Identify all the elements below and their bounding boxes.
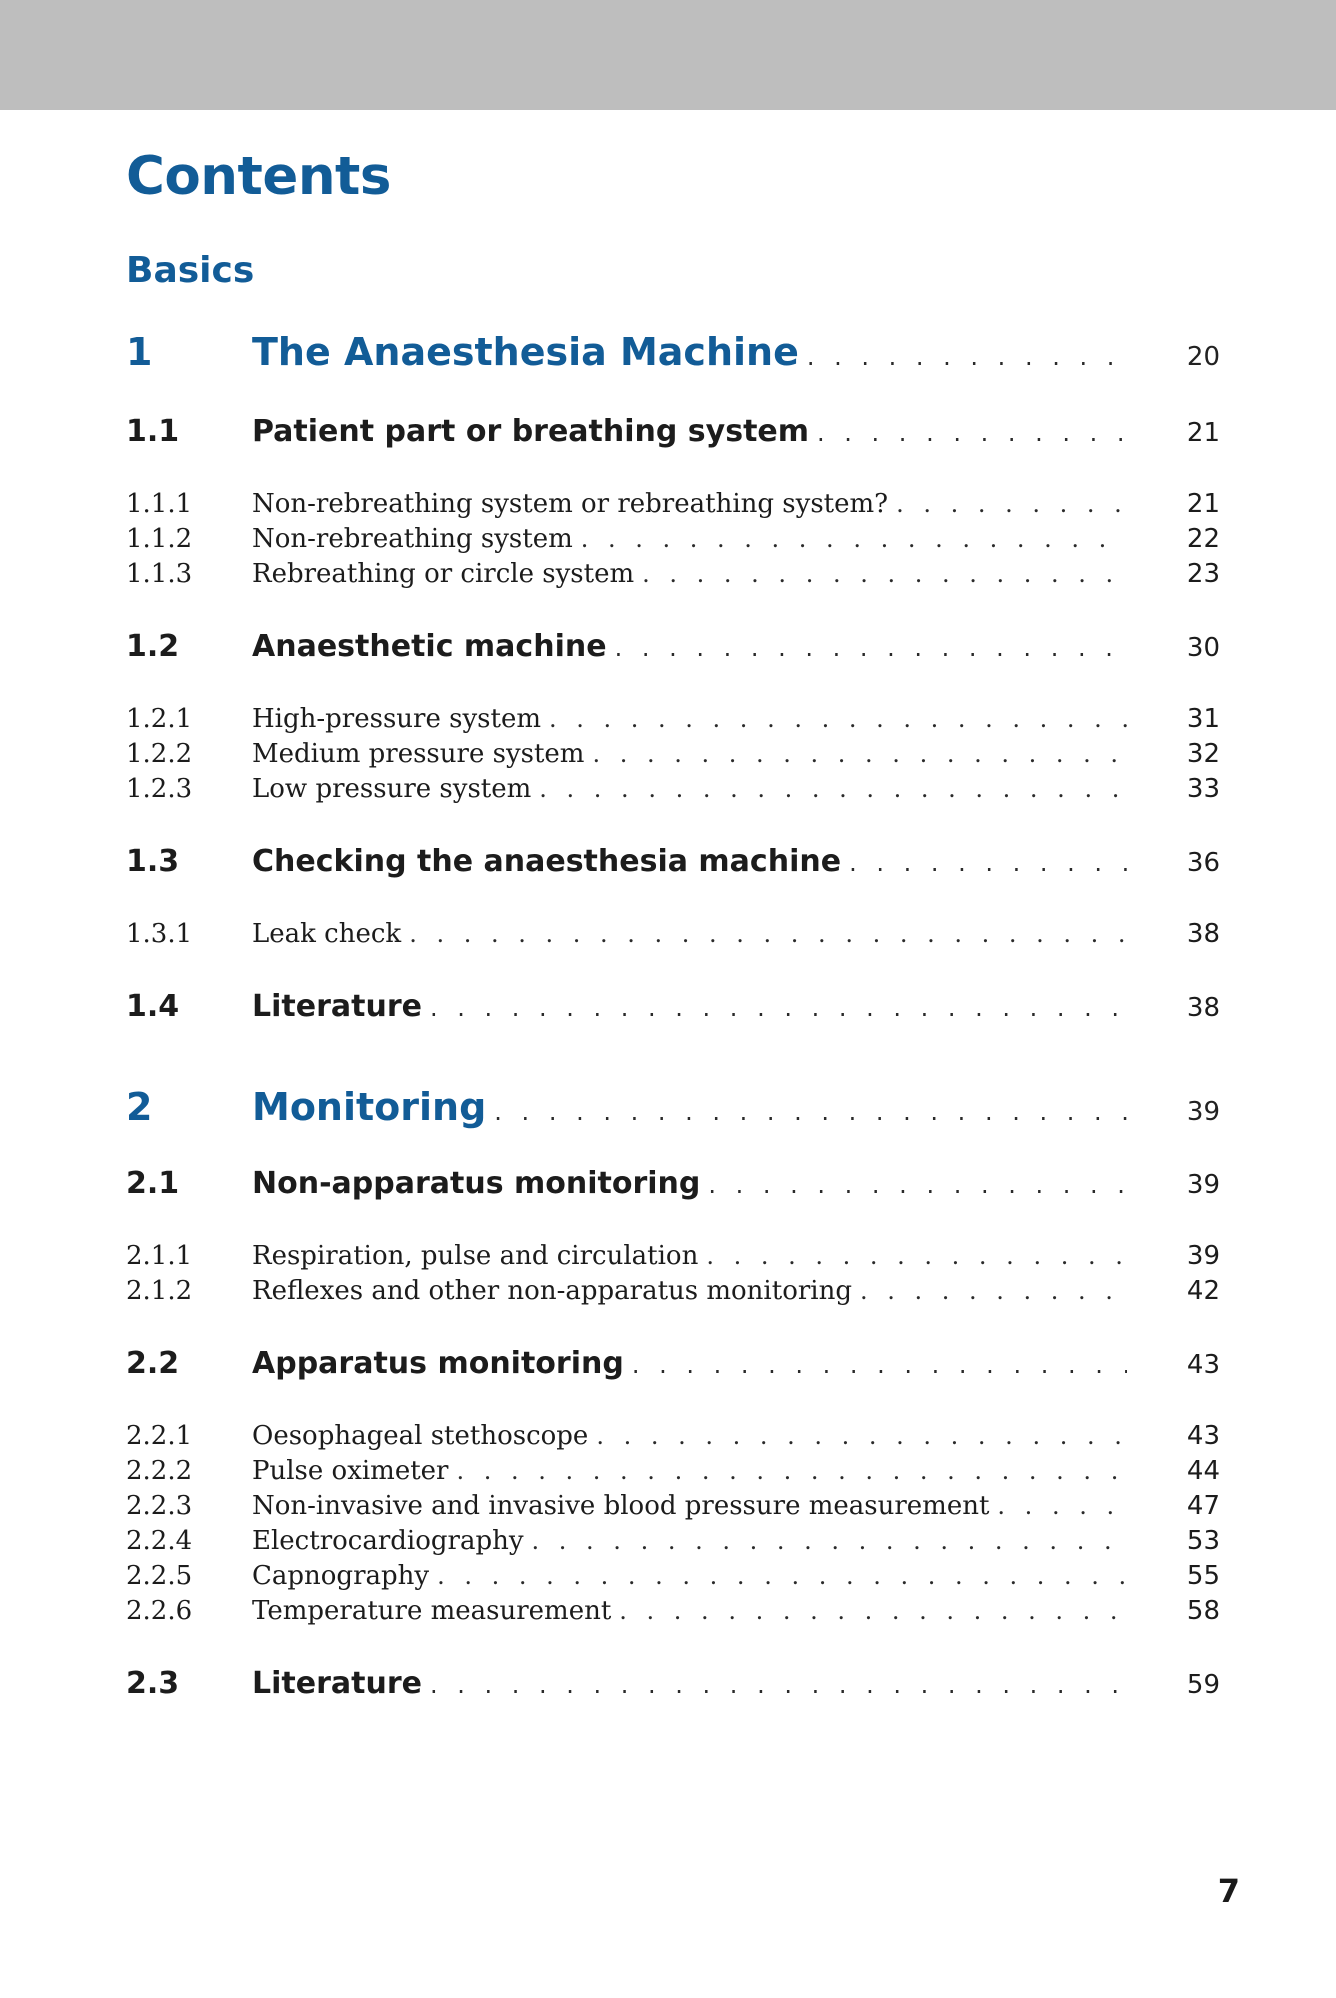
entry-number: 1.2.2 <box>126 739 193 769</box>
entry-number: 2.2.3 <box>126 1491 193 1521</box>
entry-page: 32 <box>1186 739 1220 769</box>
entry-page: 21 <box>1186 489 1220 519</box>
entry-number: 2.2.6 <box>126 1596 193 1626</box>
entry-title: Literature <box>252 989 422 1024</box>
entry-title: Temperature measurement <box>252 1596 612 1626</box>
dot-leader <box>429 1562 1127 1590</box>
entry-title: Anaesthetic machine <box>252 629 607 664</box>
dot-leader <box>584 740 1127 768</box>
entry-number: 1.2.1 <box>126 704 193 734</box>
entry-title: Patient part or breathing system <box>252 414 810 449</box>
entry-number: 1.1.3 <box>126 559 193 589</box>
dot-leader <box>422 1671 1127 1699</box>
entry-title: Electrocardiography <box>252 1526 524 1556</box>
dot-leader <box>573 525 1127 553</box>
entry-number: 2.1.1 <box>126 1241 193 1271</box>
entry-number: 1.3.1 <box>126 919 193 949</box>
entry-page: 43 <box>1186 1421 1220 1451</box>
entry-page: 23 <box>1186 559 1220 589</box>
entry-number: 1.4 <box>126 989 180 1024</box>
entry-page: 33 <box>1186 774 1220 804</box>
dot-leader <box>799 343 1127 371</box>
dot-leader <box>989 1492 1127 1520</box>
dot-leader <box>624 1351 1127 1379</box>
dot-leader <box>531 775 1127 803</box>
entry-title: Non-invasive and invasive blood pressure measurement <box>252 1491 990 1521</box>
entry-number: 1.1 <box>126 414 180 449</box>
entry-page: 42 <box>1186 1276 1220 1306</box>
dot-leader <box>607 634 1127 662</box>
entry-number: 1.1.2 <box>126 524 193 554</box>
entry-title: Monitoring <box>252 1085 487 1129</box>
entry-page: 55 <box>1186 1561 1220 1591</box>
part-title: Basics <box>126 250 255 291</box>
entry-page: 47 <box>1186 1491 1220 1521</box>
entry-number: 1.1.1 <box>126 489 193 519</box>
entry-number: 1.3 <box>126 844 180 879</box>
entry-page: 30 <box>1186 633 1220 663</box>
entry-title: Literature <box>252 1666 422 1701</box>
dot-leader <box>888 490 1127 518</box>
entry-page: 58 <box>1186 1596 1220 1626</box>
entry-number: 2.2.4 <box>126 1526 193 1556</box>
entry-page: 31 <box>1186 704 1220 734</box>
entry-number: 2.3 <box>126 1666 180 1701</box>
entry-title: The Anaesthesia Machine <box>252 330 799 374</box>
entry-number: 1.2 <box>126 629 180 664</box>
entry-page: 39 <box>1186 1170 1220 1200</box>
entry-page: 36 <box>1186 848 1220 878</box>
entry-number: 2 <box>126 1085 153 1129</box>
entry-page: 53 <box>1186 1526 1220 1556</box>
dot-leader <box>588 1422 1127 1450</box>
entry-page: 39 <box>1186 1241 1220 1271</box>
entry-title: Respiration, pulse and circulation <box>252 1241 699 1271</box>
entry-page: 44 <box>1186 1456 1220 1486</box>
entry-number: 2.2.1 <box>126 1421 193 1451</box>
entry-title: Medium pressure system <box>252 739 585 769</box>
entry-title: Low pressure system <box>252 774 532 804</box>
dot-leader <box>541 705 1127 733</box>
entry-title: Leak check <box>252 919 402 949</box>
entry-number: 1 <box>126 330 153 374</box>
entry-number: 2.2.2 <box>126 1456 193 1486</box>
entry-number: 2.1 <box>126 1166 180 1201</box>
entry-number: 2.1.2 <box>126 1276 193 1306</box>
entry-title: Reflexes and other non-apparatus monitoring <box>252 1276 852 1306</box>
page-number: 7 <box>1217 1872 1240 1910</box>
entry-page: 20 <box>1186 342 1220 372</box>
entry-title: Non-rebreathing system <box>252 524 573 554</box>
entry-page: 43 <box>1186 1350 1220 1380</box>
dot-leader <box>486 1098 1127 1126</box>
dot-leader <box>852 1277 1127 1305</box>
entry-title: Apparatus monitoring <box>252 1346 624 1381</box>
entry-number: 2.2.5 <box>126 1561 193 1591</box>
entry-title: Oesophageal stethoscope <box>252 1421 589 1451</box>
page-title: Contents <box>126 146 391 207</box>
entry-title: High-pressure system <box>252 704 541 734</box>
dot-leader <box>700 1171 1127 1199</box>
entry-number: 2.2 <box>126 1346 180 1381</box>
dot-leader <box>698 1242 1127 1270</box>
dot-leader <box>449 1457 1128 1485</box>
dot-leader <box>401 920 1127 948</box>
dot-leader <box>634 560 1127 588</box>
entry-title: Rebreathing or circle system <box>252 559 635 589</box>
entry-page: 38 <box>1186 993 1220 1023</box>
entry-title: Pulse oximeter <box>252 1456 449 1486</box>
dot-leader <box>611 1597 1127 1625</box>
entry-title: Checking the anaesthesia machine <box>252 844 842 879</box>
entry-title: Capnography <box>252 1561 430 1591</box>
entry-title: Non-rebreathing system or rebreathing system? <box>252 489 889 519</box>
entry-page: 38 <box>1186 919 1220 949</box>
entry-page: 22 <box>1186 524 1220 554</box>
entry-number: 1.2.3 <box>126 774 193 804</box>
entry-page: 39 <box>1186 1097 1220 1127</box>
dot-leader <box>809 419 1127 447</box>
dot-leader <box>422 994 1127 1022</box>
dot-leader <box>841 849 1127 877</box>
entry-page: 21 <box>1186 418 1220 448</box>
entry-title: Non-apparatus monitoring <box>252 1166 701 1201</box>
entry-page: 59 <box>1186 1670 1220 1700</box>
dot-leader <box>524 1527 1127 1555</box>
